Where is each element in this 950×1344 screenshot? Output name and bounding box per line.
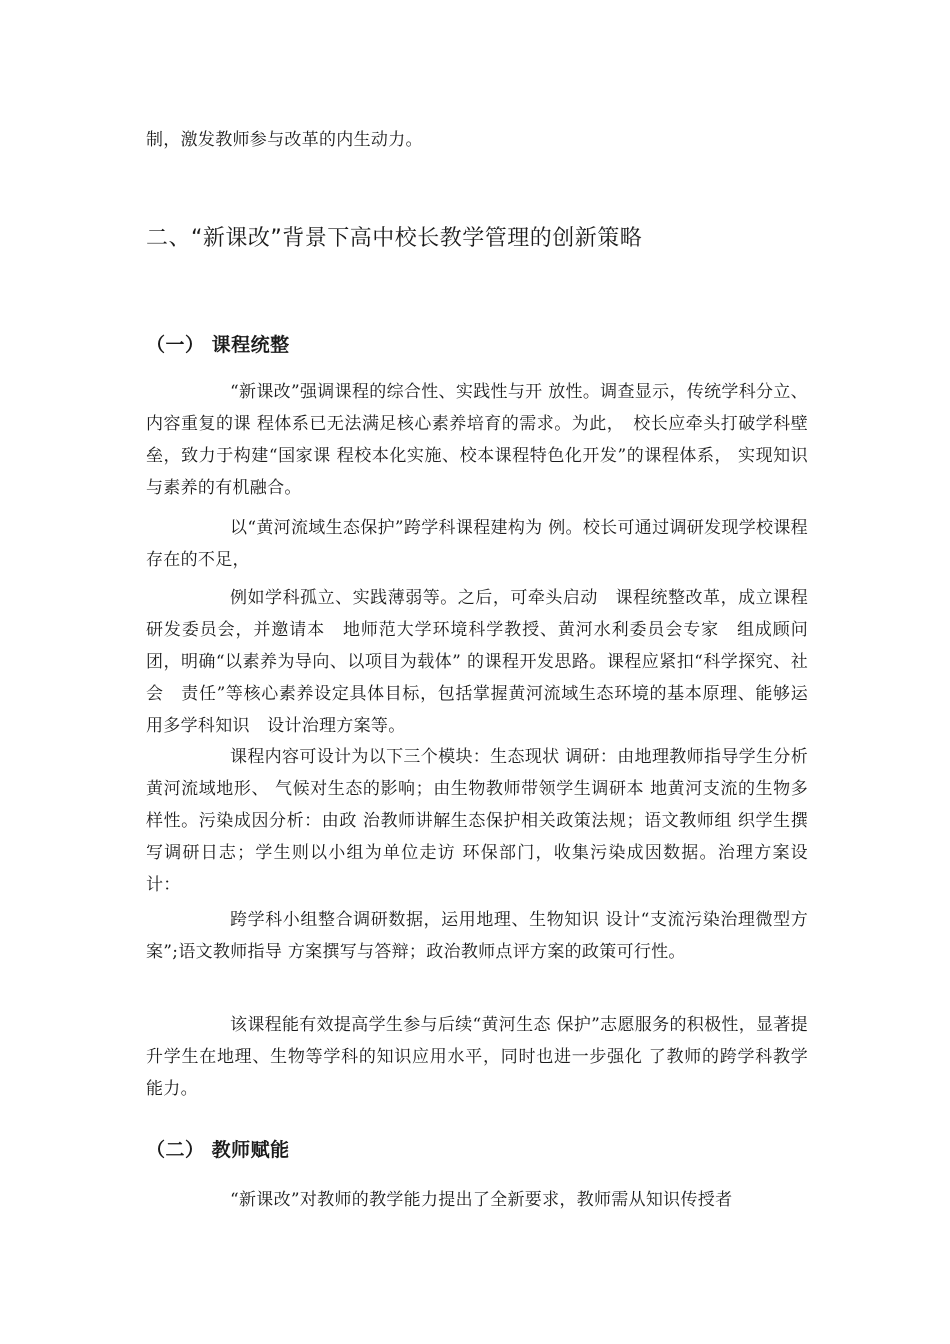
paragraph-continuation: 制，激发教师参与改革的内生动力。 [146, 130, 423, 150]
paragraph-4: 课程内容可设计为以下三个模块：生态现状 调研：由地理教师指导学生分析黄河流域地形、 气候对生态的影响；由生物教师带领学生调研本 地黄河支流的生物多样性。污染成因分析：由政 治教师讲解生态保护相关政策法规；语文教师组 织学生撰写调研日志；学生则以小组为单位走访 环保部门，收集污染成因数据。治理方案设计： [146, 747, 808, 895]
subsection-title-teacher: （二） 教师赋能 [146, 1139, 290, 1161]
paragraph-7: “新课改”对教师的教学能力提出了全新要求，教师需从知识传授者 [230, 1190, 733, 1210]
subsection-title-curriculum: （一） 课程统整 [146, 334, 290, 356]
section-title: 二、“新课改”背景下高中校长教学管理的创新策略 [146, 226, 643, 251]
paragraph-3: 例如学科孤立、实践薄弱等。之后，可牵头启动 课程统整改革，成立课程研发委员会，并邀请本 地师范大学环境科学教授、黄河水利委员会专家 组成顾问团，明确“以素养为导向、以项目为载体” 的课程开发思路。课程应紧扣“科学探究、社会 责任”等核心素养设定具体目标，包括掌握黄河流域生态环境的基本原理、能够运用多学科知识 设计治理方案等。 [146, 588, 808, 736]
paragraph-1: “新课改”强调课程的综合性、实践性与开 放性。调查显示，传统学科分立、内容重复的课 程体系已无法满足核心素养培育的需求。为此， 校长应牵头打破学科壁垒，致力于构建“国家课 程校本化实施、校本课程特色化开发”的课程体系， 实现知识与素养的有机融合。 [146, 382, 808, 498]
paragraph-5: 跨学科小组整合调研数据，运用地理、生物知识 设计“支流污染治理微型方案”;语文教师指导 方案撰写与答辩；政治教师点评方案的政策可行性。 [146, 910, 808, 962]
paragraph-6: 该课程能有效提高学生参与后续“黄河生态 保护”志愿服务的积极性，显著提升学生在地理、生物等学科的知识应用水平，同时也进一步强化 了教师的跨学科教学能力。 [146, 1015, 808, 1099]
paragraph-2: 以“黄河流域生态保护”跨学科课程建构为 例。校长可通过调研发现学校课程存在的不足， [146, 518, 808, 570]
